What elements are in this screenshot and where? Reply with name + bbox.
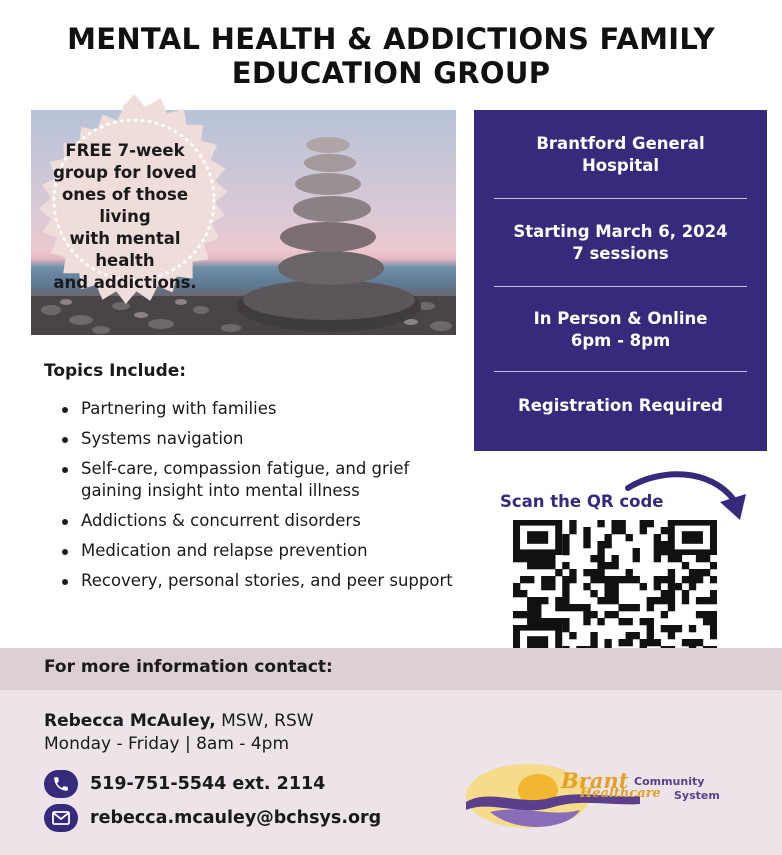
time-line: 6pm - 8pm — [570, 331, 671, 350]
contact-heading: For more information contact: — [44, 657, 333, 677]
event-start — [474, 221, 767, 265]
phone-row[interactable] — [44, 770, 325, 798]
brant-chs-logo — [460, 758, 750, 838]
start-date: Starting March 6, 2024 — [513, 222, 728, 241]
registration-note: Registration Required — [518, 396, 723, 415]
panel-divider — [494, 371, 747, 372]
badge-line-4: with mental health — [69, 229, 181, 270]
qr-code-icon[interactable] — [513, 520, 717, 660]
badge-text — [40, 140, 210, 294]
panel-divider — [494, 286, 747, 287]
event-format — [474, 308, 767, 352]
title-line-1: MENTAL HEALTH & ADDICTIONS FAMILY — [67, 22, 715, 56]
qr-label: Scan the QR code — [500, 492, 664, 511]
contact-credentials: MSW, RSW — [215, 711, 314, 731]
location-line-1: Brantford General — [536, 134, 705, 153]
list-item: Addictions & concurrent disorders — [60, 510, 460, 532]
list-item: Self-care, compassion fatigue, and grief gaining insight into mental illness — [60, 458, 460, 502]
panel-divider — [494, 198, 747, 199]
email-row[interactable] — [44, 804, 381, 832]
list-item: Recovery, personal stories, and peer support — [60, 570, 460, 592]
logo-community: Community — [634, 775, 705, 788]
contact-person — [44, 710, 314, 733]
email-icon — [44, 804, 78, 832]
event-location — [474, 133, 767, 177]
logo-system: System — [674, 789, 720, 802]
badge-line-5: and addictions. — [53, 273, 197, 292]
logo-healthcare: Healthcare — [580, 786, 661, 801]
contact-name: Rebecca McAuley, — [44, 711, 216, 731]
logo-brant: Brant — [561, 768, 629, 793]
qr-code-box[interactable] — [500, 514, 730, 666]
event-info-panel — [474, 110, 767, 451]
topics-heading: Topics Include: — [44, 361, 187, 381]
contact-phone[interactable]: 519-751-5544 ext. 2114 — [90, 774, 326, 794]
format-line: In Person & Online — [533, 309, 708, 328]
list-item: Medication and relapse prevention — [60, 540, 460, 562]
session-count: 7 sessions — [572, 244, 669, 263]
badge-line-2: group for loved — [53, 163, 197, 182]
phone-icon — [44, 770, 78, 798]
title-line-2: EDUCATION GROUP — [231, 56, 551, 90]
list-item: Partnering with families — [60, 398, 460, 420]
topics-list — [60, 398, 460, 600]
badge-line-3: ones of those living — [61, 185, 189, 226]
page-title — [0, 22, 782, 90]
list-item: Systems navigation — [60, 428, 460, 450]
badge-line-1: FREE 7-week — [65, 141, 185, 160]
contact-hours: Monday - Friday | 8am - 4pm — [44, 734, 290, 754]
location-line-2: Hospital — [581, 156, 660, 175]
contact-email[interactable]: rebecca.mcauley@bchsys.org — [90, 808, 382, 828]
